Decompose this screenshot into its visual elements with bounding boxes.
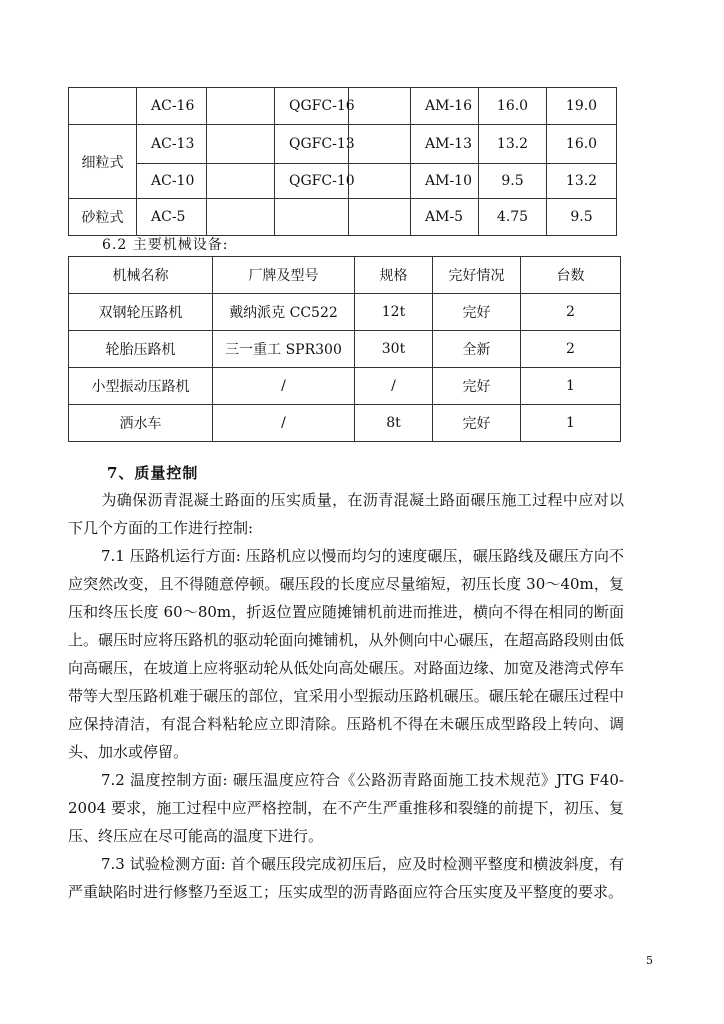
table-cell: 完好 — [433, 405, 521, 442]
table-cell — [349, 88, 411, 125]
paragraph-text: 7.2 温度控制方面: 碾压温度应符合《公路沥青路面施工技术规范》JTG F40-2004 要求，施工过程中应严格控制，在不产生严重推移和裂缝的前提下，初压、复压、终压应在尽可能高的温度下进行。 — [68, 771, 624, 845]
table-cell: 9.5 — [479, 164, 547, 199]
table-cell: 戴纳派克 CC522 — [213, 294, 355, 331]
table-cell: 4.75 — [479, 199, 547, 236]
table-cell — [207, 199, 275, 236]
table-cell: QGFC-16 — [275, 88, 349, 125]
table-cell — [349, 125, 411, 164]
table-cell: 洒水车 — [69, 405, 213, 442]
table-cell: AM-5 — [411, 199, 479, 236]
category-cell: 细粒式 — [69, 125, 137, 199]
table-row — [69, 199, 617, 236]
paragraph-testing — [68, 850, 624, 906]
table-row — [69, 368, 621, 405]
table-header-row — [69, 257, 621, 294]
table-cell: 完好 — [433, 368, 521, 405]
table-cell: 13.2 — [547, 164, 617, 199]
table-cell: 8t — [355, 405, 433, 442]
table-cell: 12t — [355, 294, 433, 331]
table-cell — [207, 88, 275, 125]
page-number: 5 — [646, 954, 653, 967]
table-cell: 双钢轮压路机 — [69, 294, 213, 331]
table-cell — [275, 199, 349, 236]
table-cell: AC-5 — [137, 199, 207, 236]
table-cell: 小型振动压路机 — [69, 368, 213, 405]
paragraph-text: 为确保沥青混凝土路面的压实质量，在沥青混凝土路面碾压施工过程中应对以下几个方面的工作进行控制: — [68, 491, 624, 537]
table-cell: 19.0 — [547, 88, 617, 125]
table-cell: 9.5 — [547, 199, 617, 236]
table-cell: AC-10 — [137, 164, 207, 199]
column-header: 机械名称 — [69, 257, 213, 294]
column-header: 完好情况 — [433, 257, 521, 294]
table-cell: 完好 — [433, 294, 521, 331]
table-cell: AM-10 — [411, 164, 479, 199]
table-cell: 2 — [521, 294, 621, 331]
column-header: 台数 — [521, 257, 621, 294]
paragraph-text: 7.3 试验检测方面: 首个碾压段完成初压后，应及时检测平整度和横波斜度，有严重缺陷时进行修整乃至返工；压实成型的沥青路面应符合压实度及平整度的要求。 — [68, 855, 624, 901]
table-cell: / — [213, 405, 355, 442]
table-cell: 2 — [521, 331, 621, 368]
table-row — [69, 405, 621, 442]
paragraph-roller-operation — [68, 542, 624, 766]
table-cell: 16.0 — [547, 125, 617, 164]
column-header: 规格 — [355, 257, 433, 294]
table-cell: AC-13 — [137, 125, 207, 164]
column-header: 厂牌及型号 — [213, 257, 355, 294]
table-cell — [207, 164, 275, 199]
table-cell: AM-16 — [411, 88, 479, 125]
category-cell: 砂粒式 — [69, 199, 137, 236]
table-cell: AC-16 — [137, 88, 207, 125]
table-cell: / — [355, 368, 433, 405]
table-cell: / — [213, 368, 355, 405]
table-cell: AM-13 — [411, 125, 479, 164]
table-cell: 轮胎压路机 — [69, 331, 213, 368]
table-cell: 13.2 — [479, 125, 547, 164]
paragraph-text: 7.1 压路机运行方面: 压路机应以慢而均匀的速度碾压，碾压路线及碾压方向不应突然改变，且不得随意停顿。碾压段的长度应尽量缩短，初压长度 30～40m，复压和终压长度 60～80m，折返位置应随摊铺机前进而推进，横向不得在相同的断面上。碾压时应将压路机的驱动轮面向摊铺机，从外侧向中心碾压，在超高路段则由低向高碾压，在坡道上应将驱动轮从低处向高处碾压。对路面边缘、加宽及港湾式停车带等大型压路机难于碾压的部位，宜采用小型振动压路机碾压。碾压轮在碾压过程中应保持清洁，有混合料粘轮应立即清除。压路机不得在未碾压成型路段上转向、调头、加水或停留。 — [68, 547, 624, 761]
table-cell: 30t — [355, 331, 433, 368]
table-cell: 三一重工 SPR300 — [213, 331, 355, 368]
table-cell: QGFC-13 — [275, 125, 349, 164]
equipment-section-title: 6.2 主要机械设备: — [102, 237, 229, 253]
table-cell: 16.0 — [479, 88, 547, 125]
table-row — [69, 331, 621, 368]
table-row — [69, 294, 621, 331]
table-cell — [69, 88, 137, 125]
section-heading: 7、质量控制 — [107, 464, 199, 482]
mix-spec-table — [68, 87, 617, 236]
table-row — [69, 164, 617, 199]
table-cell: QGFC-10 — [275, 164, 349, 199]
equipment-table — [68, 256, 621, 442]
paragraph-intro — [68, 486, 624, 542]
table-cell: 1 — [521, 405, 621, 442]
table-row — [69, 88, 617, 125]
table-row — [69, 125, 617, 164]
table-cell — [349, 199, 411, 236]
table-cell — [207, 125, 275, 164]
table-cell: 1 — [521, 368, 621, 405]
paragraph-temperature — [68, 766, 624, 850]
table-cell: 全新 — [433, 331, 521, 368]
table-cell — [349, 164, 411, 199]
